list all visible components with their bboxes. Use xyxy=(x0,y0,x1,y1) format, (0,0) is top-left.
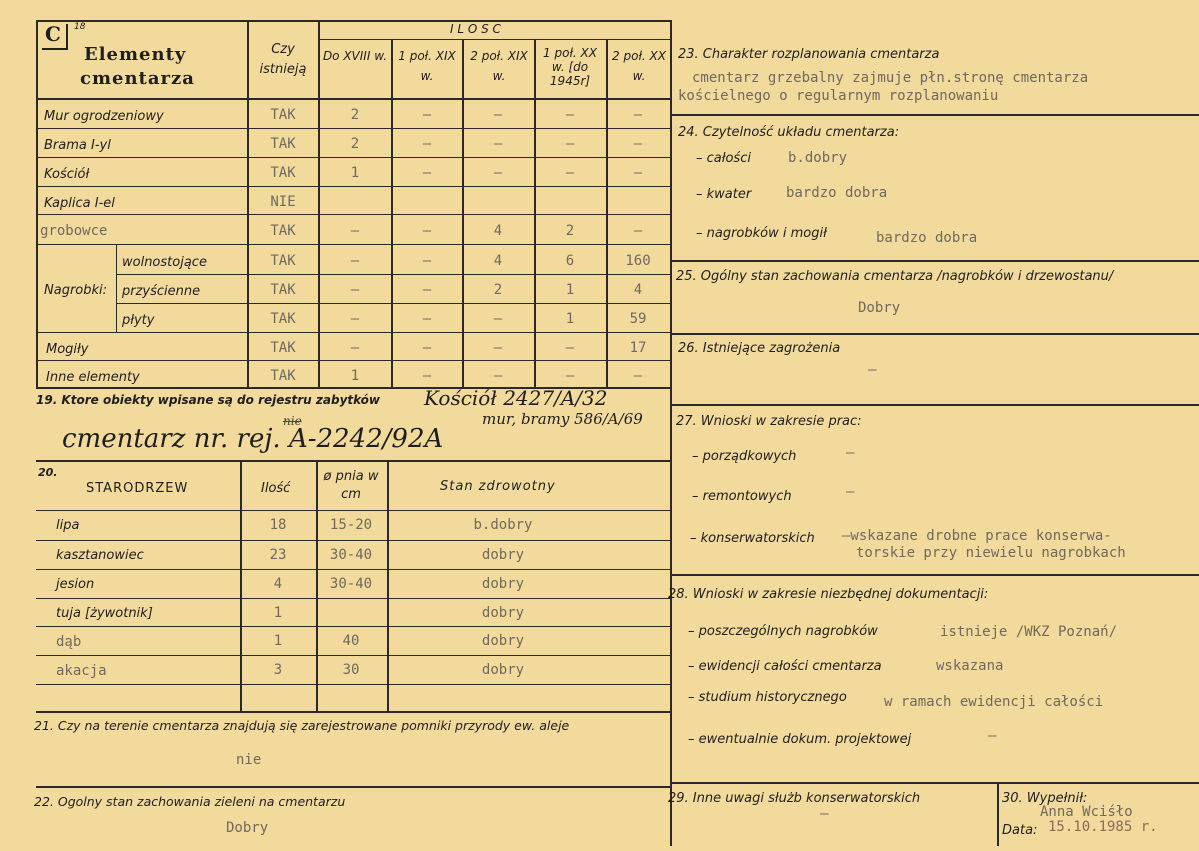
s23-label: 23. Charakter rozplanowania cmentarza xyxy=(678,47,940,62)
s30-date: 15.10.1985 r. xyxy=(1048,819,1158,835)
element-period-value: 6 xyxy=(565,253,575,269)
element-period-value: – xyxy=(350,311,360,327)
element-exists: TAK xyxy=(270,253,296,269)
element-period-value: – xyxy=(422,311,432,327)
rule xyxy=(318,39,672,40)
s29-value: – xyxy=(820,806,829,822)
s20-number: 20. xyxy=(38,466,58,479)
s19-struck-word: nie xyxy=(283,414,302,428)
s20-col-diam: ø pnia w cm xyxy=(323,469,379,502)
s26-label: 26. Istniejące zagrożenia xyxy=(678,341,841,356)
rule xyxy=(36,128,672,129)
s30-name: Anna Wciśło xyxy=(1040,804,1133,820)
element-period-value: 4 xyxy=(493,223,503,239)
tree-diam: 15-20 xyxy=(329,517,373,533)
element-exists: TAK xyxy=(270,282,296,298)
element-period-value: – xyxy=(565,368,575,384)
title-line1: Elementy xyxy=(84,44,187,65)
element-period-value: 2 xyxy=(565,223,575,239)
s20-col-name: STARODRZEW xyxy=(86,481,189,496)
element-period-value: – xyxy=(422,282,432,298)
tree-health: b.dobry xyxy=(473,517,533,533)
element-period-value: – xyxy=(633,107,643,123)
tree-health: dobry xyxy=(481,605,525,621)
element-period-value: 17 xyxy=(629,340,647,356)
tree-name: lipa xyxy=(56,518,80,533)
rule xyxy=(116,274,672,275)
element-period-value: – xyxy=(565,165,575,181)
element-period-value: 1 xyxy=(350,368,360,384)
element-exists: TAK xyxy=(270,136,296,152)
s27-row3-value-cont: torskie przy niewielu nagrobkach xyxy=(856,545,1126,561)
tree-health: dobry xyxy=(481,633,525,649)
s21-label: 21. Czy na terenie cmentarza znajdują się zarejestrowane pomniki przyrody ew. aleje xyxy=(34,718,570,733)
rule xyxy=(36,98,672,100)
element-period-value: – xyxy=(633,368,643,384)
rule xyxy=(670,333,1199,335)
s28-row1-label: – poszczególnych nagrobków xyxy=(688,624,878,639)
s19-register-cemetery: cmentarz nr. rej. A-2242/92A xyxy=(62,424,444,454)
rule xyxy=(116,244,117,332)
rule xyxy=(670,782,1199,784)
s30-date-label: Data: xyxy=(1002,823,1038,838)
s24-row2-label: – kwater xyxy=(696,187,752,202)
element-period-value: – xyxy=(422,253,432,269)
col-exists-header: Czy istnieją xyxy=(259,42,307,77)
element-period-value: 1 xyxy=(350,165,360,181)
element-exists: TAK xyxy=(270,107,296,123)
element-label: Kaplica I-el xyxy=(44,196,115,211)
s23-line2: kościelnego o regularnym rozplanowaniu xyxy=(678,88,999,104)
tree-count: 3 xyxy=(273,662,283,678)
nagrobki-label: Nagrobki: xyxy=(44,283,108,298)
period-4: 1 poł. XX w. [do 1945r] xyxy=(543,46,597,88)
element-period-value: – xyxy=(493,340,503,356)
element-period-value: – xyxy=(633,165,643,181)
s28-row4-label: – ewentualnie dokum. projektowej xyxy=(688,732,912,747)
rule xyxy=(36,186,672,187)
tree-diam: 30 xyxy=(342,662,360,678)
s21-value: nie xyxy=(236,752,262,768)
element-label: grobowce xyxy=(40,223,108,239)
tree-count: 1 xyxy=(273,633,283,649)
s28-row2-label: – ewidencji całości cmentarza xyxy=(688,659,882,674)
s24-row1-label: – całości xyxy=(696,151,751,166)
s24-row1-value: b.dobry xyxy=(788,150,848,166)
rule xyxy=(36,157,672,158)
s27-row1-value: – xyxy=(846,445,855,461)
element-exists: TAK xyxy=(270,311,296,327)
element-exists: TAK xyxy=(270,165,296,181)
element-period-value: 2 xyxy=(350,136,360,152)
s20-col-health: Stan zdrowotny xyxy=(440,479,556,494)
s27-row3-value: –wskazane drobne prace konserwa- xyxy=(842,528,1112,544)
rule xyxy=(36,569,672,570)
period-2: 1 poł. XIX w. xyxy=(398,49,456,83)
element-label: Inne elementy xyxy=(46,370,140,385)
tree-name: dąb xyxy=(56,634,82,650)
element-label: przyścienne xyxy=(122,284,201,299)
element-period-value: 4 xyxy=(493,253,503,269)
element-period-value: – xyxy=(565,107,575,123)
tree-count: 23 xyxy=(269,547,287,563)
tree-health: dobry xyxy=(481,547,525,563)
ilosc-header: I L O S C xyxy=(450,22,501,36)
period-5: 2 poł. XX w. xyxy=(612,49,666,83)
tree-health: dobry xyxy=(481,576,525,592)
s19-register-church: Kościół 2427/A/32 xyxy=(424,386,608,410)
element-label: płyty xyxy=(122,313,155,328)
s27-row2-value: – xyxy=(846,484,855,500)
s28-row4-value: – xyxy=(988,728,997,744)
rule xyxy=(116,303,672,304)
element-period-value: – xyxy=(565,340,575,356)
element-period-value: – xyxy=(493,165,503,181)
rule xyxy=(36,711,672,713)
rule xyxy=(36,244,672,245)
title-line2: cmentarza xyxy=(80,68,195,89)
element-period-value: – xyxy=(493,368,503,384)
element-period-value: 1 xyxy=(565,282,575,298)
rule xyxy=(670,404,1199,406)
element-period-value: – xyxy=(493,107,503,123)
element-label: Mur ogrodzeniowy xyxy=(44,109,164,124)
element-period-value: – xyxy=(422,165,432,181)
element-period-value: 160 xyxy=(625,253,651,269)
element-exists: TAK xyxy=(270,368,296,384)
s30-label: 30. Wypełnił: xyxy=(1002,791,1088,806)
element-label: wolnostojące xyxy=(122,255,207,270)
tree-count: 1 xyxy=(273,605,283,621)
tree-diam: 30-40 xyxy=(329,576,373,592)
tree-name: jesion xyxy=(56,577,95,592)
rule xyxy=(36,214,672,215)
period-1: Do XVIII w. xyxy=(322,49,388,63)
s27-label: 27. Wnioski w zakresie prac: xyxy=(676,414,862,429)
tree-count: 4 xyxy=(273,576,283,592)
element-period-value: 2 xyxy=(493,282,503,298)
s23-line1: cmentarz grzebalny zajmuje płn.stronę cmentarza xyxy=(692,70,1089,86)
tree-health: dobry xyxy=(481,662,525,678)
rule xyxy=(670,260,1199,262)
element-period-value: – xyxy=(350,253,360,269)
rule xyxy=(997,782,999,846)
card-number: 18 xyxy=(74,22,86,32)
rule xyxy=(36,626,672,627)
element-exists: TAK xyxy=(270,340,296,356)
tree-diam: 30-40 xyxy=(329,547,373,563)
s28-label: 28. Wnioski w zakresie niezbędnej dokumentacji: xyxy=(668,587,989,602)
element-period-value: – xyxy=(350,223,360,239)
rule xyxy=(36,460,672,462)
element-period-value: – xyxy=(422,368,432,384)
s20-col-count: Ilość xyxy=(261,481,291,496)
element-period-value: – xyxy=(422,340,432,356)
element-period-value: – xyxy=(493,311,503,327)
s24-label: 24. Czytelność układu cmentarza: xyxy=(678,125,900,140)
s19-register-wall: mur, bramy 586/A/69 xyxy=(482,410,643,428)
element-period-value: – xyxy=(350,340,360,356)
rule xyxy=(36,684,672,685)
rule xyxy=(36,786,672,788)
period-3: 2 poł. XIX w. xyxy=(470,49,528,83)
s24-row3-value: bardzo dobra xyxy=(876,230,978,246)
tree-name: kasztanowiec xyxy=(56,548,144,563)
tree-name: akacja xyxy=(56,663,107,679)
element-period-value: 2 xyxy=(350,107,360,123)
s28-row3-label: – studium historycznego xyxy=(688,690,847,705)
rule xyxy=(36,540,672,541)
rule xyxy=(36,598,672,599)
s24-row2-value: bardzo dobra xyxy=(786,185,888,201)
element-exists: TAK xyxy=(270,223,296,239)
element-period-value: – xyxy=(565,136,575,152)
s25-value: Dobry xyxy=(858,300,901,316)
rule xyxy=(36,360,672,361)
element-period-value: – xyxy=(633,136,643,152)
s19-label: 19. Ktore obiekty wpisane są do rejestru zabytków xyxy=(36,393,381,407)
element-label: Kościół xyxy=(44,167,90,182)
tree-diam: 40 xyxy=(342,633,360,649)
s24-row3-label: – nagrobków i mogił xyxy=(696,226,827,241)
element-period-value: – xyxy=(633,223,643,239)
element-exists: NIE xyxy=(270,194,296,210)
rule xyxy=(36,510,672,511)
s29-label: 29. Inne uwagi służb konserwatorskich xyxy=(668,791,921,806)
element-period-value: – xyxy=(422,107,432,123)
s28-row2-value: wskazana xyxy=(936,658,1004,674)
s27-row2-label: – remontowych xyxy=(692,489,792,504)
element-period-value: 1 xyxy=(565,311,575,327)
rule xyxy=(670,114,1199,116)
s22-value: Dobry xyxy=(226,820,269,836)
s22-label: 22. Ogolny stan zachowania zieleni na cmentarzu xyxy=(34,794,346,809)
card-letter: C xyxy=(45,22,61,46)
s28-row3-value: w ramach ewidencji całości xyxy=(884,694,1104,710)
element-period-value: – xyxy=(350,282,360,298)
rule xyxy=(670,20,672,846)
element-label: Mogiły xyxy=(46,342,89,357)
element-period-value: 59 xyxy=(629,311,647,327)
tree-count: 18 xyxy=(269,517,287,533)
element-period-value: – xyxy=(422,223,432,239)
s26-value: – xyxy=(868,362,877,378)
s27-row3-label: – konserwatorskich xyxy=(690,531,815,546)
rule xyxy=(36,655,672,656)
s27-row1-label: – porządkowych xyxy=(692,449,797,464)
s25-label: 25. Ogólny stan zachowania cmentarza /nagrobków i drzewostanu/ xyxy=(676,269,1114,284)
element-period-value: – xyxy=(422,136,432,152)
rule xyxy=(36,332,672,333)
tree-name: tuja [żywotnik] xyxy=(56,606,153,621)
s28-row1-value: istnieje /WKZ Poznań/ xyxy=(940,624,1118,640)
element-label: Brama I-yl xyxy=(44,138,111,153)
element-period-value: 4 xyxy=(633,282,643,298)
rule xyxy=(670,574,1199,576)
element-period-value: – xyxy=(493,136,503,152)
rule xyxy=(36,20,672,22)
